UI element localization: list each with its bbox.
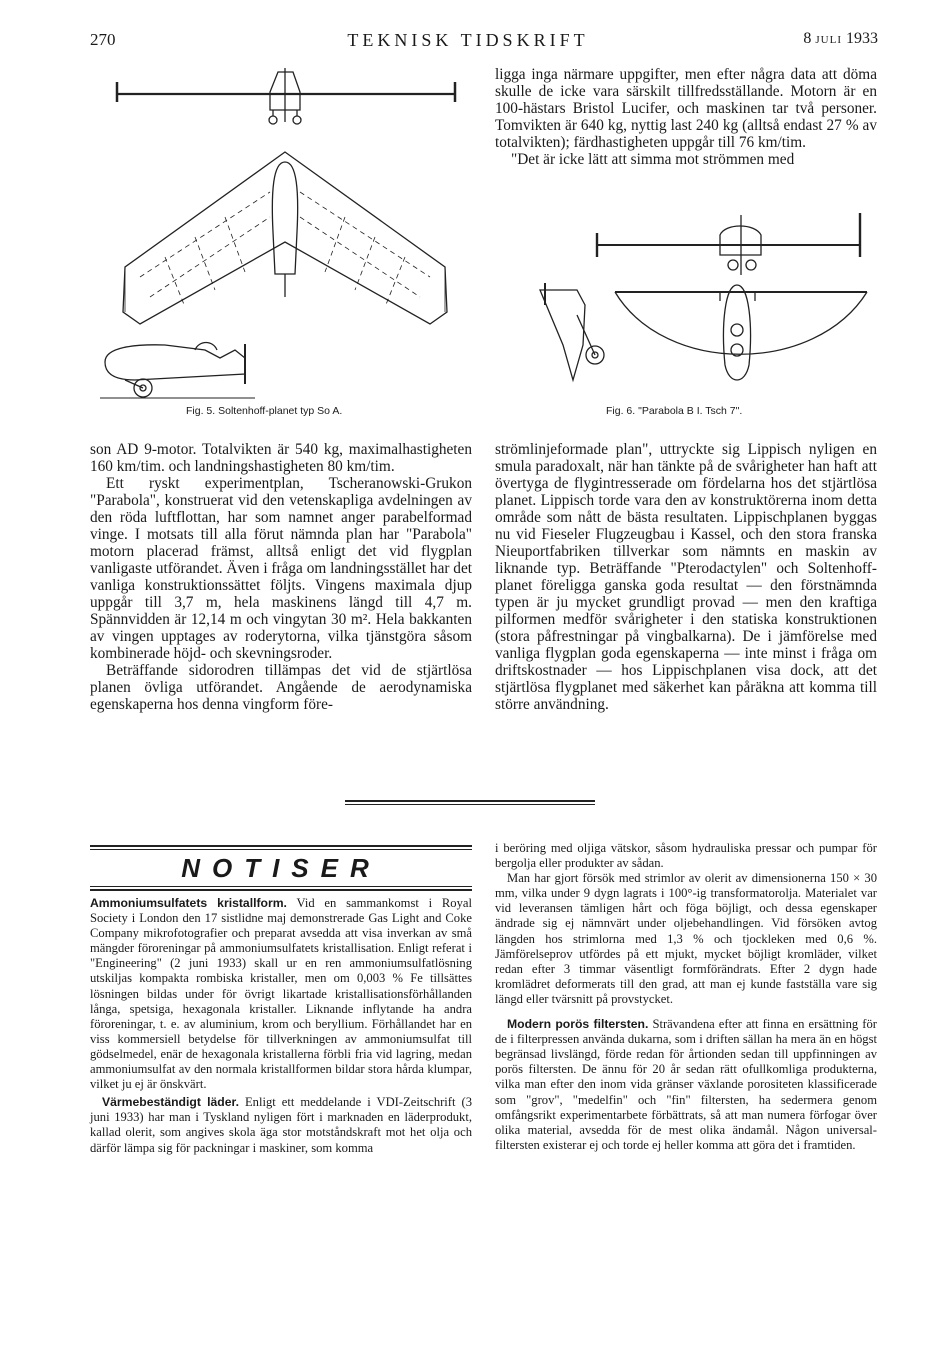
article-paragraph: strömlinjeformade plan", uttryckte sig Lippisch nyligen en smula paradoxalt, när han tänkte på de svårigheter han haft att övertyga de flygintresserade om fördelarna hos det stjärtlösa planet. Lippisch torde vara den av konstruktörerna inom detta område som nått de bästa resultaten. Lippischplanen byggas nu vid Fieseler Flugzeugbau i Kassel, och den stora franska Nieuportfabriken tillverkar som nämnts en maskin av liknande typ. Beträffande "Pterodactylen" och Soltenhoff-planet föreligga ganska goda resultat — den förstnämnda typen är ju mycket grundligt provad — men den kraftiga pilformen medför svårigheter i den statiska konstruktionen (stora påfrestningar på vingbalkarna). De i jämförelse med vanliga flygplan goda egenskaperna — inte minst i fråga om driftskostnader — hos Lippischplanen visa dock, att det stjärtlösa flygplanet med säkerhet kan påräkna att komma till större användning. <box>495 441 877 713</box>
notiser-left-column <box>90 896 472 1156</box>
figure-6-drawing <box>515 205 885 400</box>
issue-date <box>803 30 878 48</box>
article-paragraph: Ett ryskt experimentplan, Tscheranowski-Grukon "Parabola", konstruerat vid den vetenskapliga avdelningen av den röda luftflottan, har som namnet anger parabelformad vinge. I motsats till alla förut nämnda plan har "Parabola" motorn placerad främst, alltså enligt det vid flygplan vanligaste utförandet. Även i fråga om landningsstället har det vanliga konstruktionssättet följts. Vingens maximala djup uppgår till 3,7 m, hela maskinens längd till 4,7 m. Spännvidden är 12,14 m och vingytan 30 m². Hela bakkanten av vingen upptages av roderytorna, vilka tjänstgöra såsom kombinerade höjd- och skevningsroder. <box>90 475 472 662</box>
figure-5-drawing <box>95 62 475 402</box>
article-left-column <box>90 441 472 713</box>
article-paragraph: ligga inga närmare uppgifter, men efter några data att döma skulle de icke vara särskilt tillfredsställande. Motorn är en 100-hästars Bristol Lucifer, och maskinen tar två personer. Tomvikten är 640 kg, nyttig last 240 kg (alltså endast 27 % av totalvikten); färdhastigheten uppgår till 76 km/tim. <box>495 66 877 151</box>
page-number: 270 <box>90 30 116 49</box>
notiser-bottom-rule <box>90 886 472 887</box>
notis-continuation: Man har gjort försök med strimlor av olerit av dimensionerna 150 × 30 mm, vilka under 9 dygn lagrats i 100°-ig transformatorolja. Materialet var vid leveransen tämligen hårt och föga böjligt, och dessa egenskaper ändrade sig ej nämnvärt under oljebehandlingen. Vid försöken avtog längden hos strimlorna med 1,3 % och tjockleken med 0,6 %. Jämförelseprov utfördes på ett mjukt, mycket böjligt kromläder, vilket redan efter 3 timmar väsentligt formförändrats. Efter 2 dygn hade kromlädret deformerats till den grad, att man ej kunde fastställa vare sig längd eller tvärsnitt på provstycket. <box>495 871 877 1006</box>
article-paragraph: "Det är icke lätt att simma mot strömmen med <box>511 151 795 168</box>
notis-ammoniumsulfat <box>90 896 472 1092</box>
figure-5-caption: Fig. 5. Soltenhoff-planet typ So A. <box>186 405 343 417</box>
notiser-title: NOTISER <box>181 853 381 883</box>
date-month: JULI <box>815 34 842 46</box>
article-right-column <box>495 441 877 713</box>
notis-body: Vid en sammankomst i Royal Society i London den 17 sistlidne maj demonstrerade Gas Light and Coke Company mikrofotografier och preparat avsedda att visa inverkan av små mängder föroreningar på ammoniumsulfatets kristallisation. Enligt referat i "Engineering" (2 juni 1933) skall ur en ren ammoniumsulfatlösning utskiljas kompakta rombiska kristaller, men om 0,003 % Fe tillsättes lösningen bildas under för övrigt likartade kristallisationsförhållanden långa, spetsiga, hexagonala kristaller. Liknande inflytande ha andra föroreningar, t. e. av aluminium, krom och beryllium. Förhållandet har en viss kommersiell betydelse för tillverkningen av ammoniumsulfat till gödselmedel, enär de hexagonala kristallerna förbli fria vid lagring, medan ammoniumsulfat av den normala kristallformen bildar stora hårda klumpar, vilket ju ej är önskvärt. <box>90 896 472 1092</box>
article-end-rule <box>345 800 595 802</box>
notis-heading: Ammoniumsulfatets kristallform. <box>90 896 287 910</box>
notis-body: Strävandena efter att finna en ersättning för de i filterpressen använda dukarna, som i driften sällan ha mera än en högst begränsad livslängd, förde redan för årtionden sedan till uppfinningen av porös filtersten. De ännu för 20 år sedan rätt ofullkomliga produkterna, vilka man efter den inom vida gränser växlande porositeten klassificerade som "grov", "medelfin" och "fin" filtersten, ha sedermera genom omfångsrikt experimentarbete förbättrats, så att man numera förfogar över olika material, avsedda för de mest olika ändamål. Någon universal-filtersten existerar ej och torde ej heller komma att göra det i framtiden. <box>495 1017 877 1152</box>
notiser-bottom-rule <box>90 889 472 891</box>
article-paragraph: Beträffande sidorodren tillämpas det vid de stjärtlösa planen övliga utförandet. Angående de aerodynamiska egenskaperna hos denna vingform före- <box>90 662 472 713</box>
journal-title: TEKNISK TIDSKRIFT <box>347 30 589 50</box>
article-end-rule <box>345 804 595 805</box>
notiser-right-column <box>495 841 877 1153</box>
date-year: 1933 <box>846 30 878 47</box>
notis-heading: Modern porös filtersten. <box>507 1017 649 1032</box>
notis-body: Enligt ett meddelande i VDI-Zeitschrift (3 juni 1933) har man i Tyskland nyligen fört i marknaden en läderprodukt, kallad olerit, som angives skola äga stor motståndskraft mot het olja och därför lämpa sig för packningar i maskiner, som komma <box>90 1095 472 1155</box>
notis-varmebestandigt-lader <box>90 1095 472 1155</box>
notiser-top-rule <box>90 849 472 850</box>
article-top-right <box>495 66 877 168</box>
notiser-top-rule <box>90 845 472 847</box>
date-day: 8 <box>803 30 812 47</box>
notis-heading: Värmebeständigt läder. <box>102 1095 239 1110</box>
notis-porös-filtersten <box>495 1017 877 1153</box>
article-paragraph: son AD 9-motor. Totalvikten är 540 kg, maximalhastigheten 160 km/tim. och landningshastigheten 80 km/tim. <box>90 441 472 475</box>
notis-continuation: i beröring med oljiga vätskor, såsom hydrauliska pressar och pumpar för bergolja eller produkter av sådan. <box>495 841 877 871</box>
figure-6-caption: Fig. 6. "Parabola B I. Tsch 7". <box>606 405 743 417</box>
